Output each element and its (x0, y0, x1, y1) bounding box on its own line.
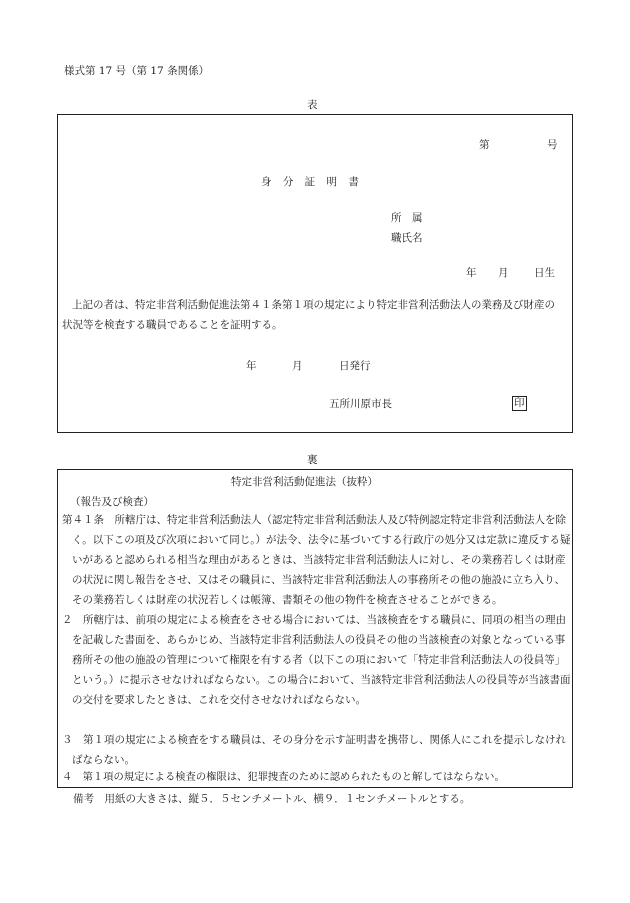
section-caption: （報告及び検査） (70, 496, 154, 508)
certificate-body: 上記の者は、特定非営利活動促進法第４１条第１項の規定により特定非営利活動法人の業務及び財産の状況等を検査する職員であることを証明する。 (62, 299, 555, 331)
back-side-label: 裏 (307, 454, 318, 466)
certificate-number-prefix: 第 (479, 139, 490, 151)
birth-year-label: 年 (466, 267, 477, 279)
back-card (57, 469, 573, 788)
issue-year-label: 年 (246, 360, 257, 372)
affiliation-label: 所 属 (391, 212, 423, 224)
issue-day-label: 日発行 (339, 360, 371, 372)
remarks-note: 備考 用紙の大きさは、縦５．５センチメートル、横９．１センチメートルとする。 (73, 793, 471, 805)
article-41-paragraph-2: ２ 所轄庁は、前項の規定による検査をさせる場合においては、当該検査をする職員に、同項の相当の理由を記載した書面を、あらかじめ、当該特定非営利活動法人の役員その他の当該検査の対象となっている事務所その他の施設の管理について権限を有する者（以下この項において「特定非営利活動法人の役員等」という。）に提示させなければならない。この場合において、当該特定非営利活動法人の役員等が当該書面の交付を要求したときは、これを交付させなければならない。 (62, 614, 571, 706)
article-41-paragraph-4: ４ 第１項の規定による検査の権限は、犯罪捜査のために認められたものと解してはならない。 (62, 771, 505, 783)
birth-month-label: 月 (498, 267, 509, 279)
issuer-name: 五所川原市長 (329, 398, 392, 410)
seal-mark: 印 (514, 397, 525, 409)
certificate-title: 身 分 証 明 書 (261, 176, 363, 188)
certificate-number-suffix: 号 (547, 139, 558, 151)
article-41-paragraph-3: ３ 第１項の規定による検査をする職員は、その身分を示す証明書を携帯し、関係人にこれを提示しなければならない。 (62, 734, 566, 766)
front-side-label: 表 (307, 99, 318, 111)
name-label: 職氏名 (391, 232, 423, 244)
article-41: 第４１条 所轄庁は、特定非営利活動法人（認定特定非営利活動法人及び特例認定特定非営利活動法人を除く。以下この項及び次項において同じ。）が法令、法令に基づいてする行政庁の処分又は定款に違反する疑いがあると認められる相当な理由があるときは、当該特定非営利活動法人に対し、その業務若しくは財産の状況に関し報告をさせ、又はその職員に、当該特定非営利活動法人の事務所その他の施設に立ち入り、その業務若しくは財産の状況若しくは帳簿、書類その他の物件を検査させることができる。 (62, 514, 571, 606)
law-heading: 特定非営利活動促進法（抜粋） (231, 476, 378, 488)
birth-day-label: 日生 (534, 267, 555, 279)
front-card (57, 114, 573, 433)
form-number: 様式第 17 号（第 17 条関係） (64, 65, 210, 77)
issue-month-label: 月 (292, 360, 303, 372)
